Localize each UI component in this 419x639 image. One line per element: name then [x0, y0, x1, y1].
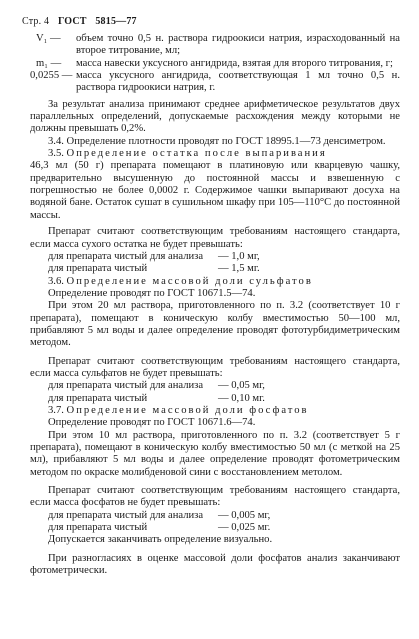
- norm-label: для препарата чистый: [48, 522, 148, 534]
- norm-row: [30, 510, 400, 522]
- norm-label: для препарата чистый: [48, 263, 148, 275]
- document-body: [30, 33, 400, 577]
- norm-label: для препарата чистый для анализа: [48, 380, 204, 392]
- section-number: 3.5.: [48, 148, 64, 160]
- standard-number: 5815—77: [95, 16, 137, 27]
- norm-value: — 0,10 мг.: [218, 392, 265, 404]
- section-number: 3.7.: [48, 404, 64, 416]
- sulfate-method: Определение проводят по ГОСТ 10671.5—74.: [48, 287, 256, 299]
- definition-coefficient: [30, 70, 400, 95]
- definition-text: масса уксусного ангидрида, соответствующая 1 мл точно 0,5 н. раствора гидроокиси натрия, г.: [76, 70, 400, 94]
- definition-term: 0,0255 —: [30, 70, 73, 82]
- norm-value: — 0,025 мг.: [218, 522, 271, 534]
- section-3-7-heading: [30, 405, 400, 417]
- definition-v1: [30, 33, 400, 58]
- norm-label: для препарата чистый: [48, 392, 148, 404]
- final-paragraph: При разногласиях в оценке массовой доли фосфатов анализ заканчивают фотометрически.: [30, 552, 400, 577]
- page-label: Стр. 4: [22, 16, 50, 27]
- page-header: [22, 16, 137, 27]
- norm-row: [30, 393, 400, 405]
- sulfate-norm-intro: Препарат считают соответствующим требованиям настоящего стандарта, если масса сульфатов не будет превышать:: [30, 355, 400, 379]
- density-paragraph: 3.4. Определение плотности проводят по ГОСТ 18995.1—73 денсиметром.: [48, 135, 386, 147]
- sulfate-paragraph: При этом 20 мл раствора, приготовленного по п. 3.2 (соответствует 10 г препарата), помещают в коническую колбу вместимостью 50—100 мл, прибавляют 5 мл воды и далее определение проводят фототурбидиметрическим методом.: [30, 300, 400, 349]
- definition-term: V₁ —: [36, 33, 61, 44]
- residue-norm-intro: Препарат считают соответствующим требованиям настоящего стандарта, если масса сухого остатка не будет превышать:: [30, 226, 400, 250]
- definition-m1: [30, 58, 400, 70]
- definition-text: объем точно 0,5 н. раствора гидроокиси натрия, израсходованный на второе титрование, мл;: [76, 33, 400, 57]
- norm-row: [30, 263, 400, 275]
- norm-row: [30, 380, 400, 392]
- norm-label: для препарата чистый для анализа: [48, 250, 204, 262]
- norm-value: — 1,5 мг.: [218, 263, 260, 275]
- norm-row: [30, 251, 400, 263]
- section-title: Определение остатка после выпаривания: [66, 148, 327, 160]
- norm-row: [30, 522, 400, 534]
- section-number: 3.6.: [48, 275, 64, 287]
- phosphate-method: Определение проводят по ГОСТ 10671.6—74.: [48, 417, 256, 429]
- definition-text: масса навески уксусного ангидрида, взятая для второго титрования, г;: [76, 57, 393, 69]
- section-title: Определение массовой доли сульфатов: [66, 275, 313, 287]
- phosphate-norm-intro: Препарат считают соответствующим требованиям настоящего стандарта, если масса фосфатов не будет превышать:: [30, 485, 400, 509]
- norm-value: — 0,005 мг,: [218, 509, 271, 521]
- result-paragraph: За результат анализа принимают среднее арифметическое результатов двух параллельных определений, допускаемые расхождения между которыми не должны превышать 0,2%.: [30, 98, 400, 135]
- definition-term: m₁ —: [36, 57, 62, 69]
- section-3-6-heading: [30, 276, 400, 288]
- norm-value: — 0,05 мг,: [218, 380, 265, 392]
- norm-value: — 1,0 мг,: [218, 250, 260, 262]
- phosphate-paragraph: При этом 10 мл раствора, приготовленного по п. 3.2 (соответствует 5 г препарата), помещают в коническую колбу вместимостью 50 мл (с меткой на 25 мл), прибавляют 5 мл воды и далее определение проводят фотометрическим методом по окраске молибденовой сини с восстановлением метолом.: [30, 429, 400, 478]
- standard-label: ГОСТ: [57, 16, 87, 27]
- norm-label: для препарата чистый для анализа: [48, 509, 204, 521]
- residue-paragraph: 46,3 мл (50 г) препарата помещают в платиновую или кварцевую чашку, предварительно высушенную до постоянной массы и взвешенную с погрешностью не более 0,0002 г. Содержимое чашки выпаривают досуха на водяной бане. Остаток сушат в сушильном шкафу при 105—110°С до постоянной массы.: [30, 160, 400, 221]
- section-title: Определение массовой доли фосфатов: [66, 404, 309, 416]
- section-3-5-heading: [30, 148, 400, 160]
- visual-paragraph: Допускается заканчивать определение визуально.: [48, 534, 273, 546]
